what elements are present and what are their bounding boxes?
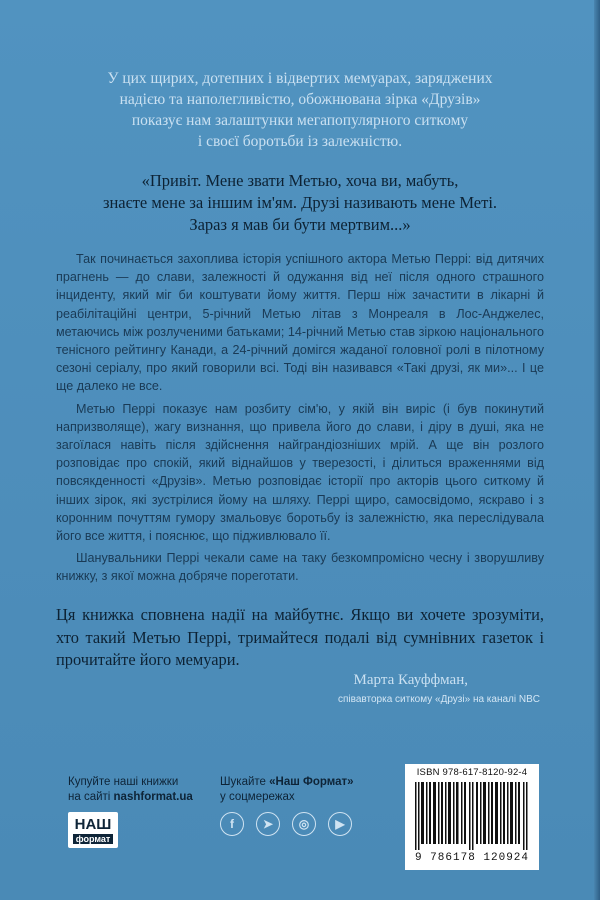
intro-line: і своєї боротьби із залежністю.: [197, 133, 403, 150]
intro-line: У цих щирих, дотепних і відвертих мемуарах, заряджених: [107, 70, 493, 87]
buy-prefix: на сайті: [68, 791, 114, 803]
testimonial-author-role: співавторка ситкому «Друзі» на каналі NBC: [338, 694, 540, 705]
intro-line: показує нам залаштунки мегапопулярного ситкому: [131, 112, 469, 129]
testimonial-author: Марта Кауффман,: [353, 672, 468, 688]
logo-top: НАШ: [74, 815, 112, 833]
quote-line: знаєте мене за іншим ім'ям. Друзі називають мене Меті.: [102, 193, 498, 212]
youtube-icon[interactable]: ▶: [328, 812, 352, 836]
isbn-number: ISBN 978-617-8120-92-4: [416, 767, 528, 778]
social-icons: [220, 812, 352, 836]
ean-number: 9 786178 120924: [414, 852, 530, 864]
instagram-icon[interactable]: ◎: [292, 812, 316, 836]
intro-text: [62, 68, 538, 152]
spine-edge: [594, 0, 600, 900]
buy-line: Купуйте наші книжки: [68, 776, 179, 788]
social-prefix: Шукайте: [220, 776, 270, 788]
facebook-icon[interactable]: f: [220, 812, 244, 836]
social-line: у соцмережах: [220, 791, 295, 803]
description-paragraph: Шанувальники Перрі чекали саме на таку безкомпромісно чесну і зворушливу книжку, з якої можна добряче пореготати.: [56, 551, 544, 584]
publisher-brand: «Наш Формат»: [269, 776, 354, 788]
social-line: [220, 775, 354, 790]
logo-bottom: формат: [73, 834, 114, 844]
description-paragraph: Метью Перрі показує нам розбиту сім'ю, у якій він виріс (і був покинутий напризволяще), жагу визнання, що привела його до слави, і діру в душі, яка не загоїлася навіть після здійснення найграндіозніших мрій. А ще він розлого розповідає про спокій, який віднайшов у тверезості, і ділиться враженнями від повсякденності «Друзів». Метью розповідає історії про акторів цього ситкому й інших зірок, які зустрілися йому на шляху. Перрі щиро, самосвідомо, яскраво і з коронним почуттям гумору змальовує боротьбу із залежністю, яка переслідувала його все життя, і пояснює, що підживлювало її.: [56, 401, 544, 544]
testimonial-quote: Ця книжка сповнена надії на майбутнє. Якщо ви хочете зрозуміти, хто такий Метью Перрі, тримайтеся подалі від сумнівних газеток і прочитайте його мемуари.: [56, 605, 544, 669]
site-link[interactable]: nashformat.ua: [113, 791, 193, 803]
telegram-icon[interactable]: ➤: [256, 812, 280, 836]
quote-line: Зараз я мав би бути мертвим...»: [189, 215, 411, 234]
intro-line: надією та наполегливістю, обожнювана зірка «Друзів»: [119, 91, 481, 108]
social-info: [220, 775, 354, 805]
buy-line-site: [68, 790, 193, 805]
buy-books-info: [68, 775, 193, 805]
barcode: [405, 764, 539, 870]
opening-quote: [78, 170, 522, 236]
description-body: [56, 250, 544, 590]
quote-line: «Привіт. Мене звати Метью, хоча ви, мабуть,: [141, 171, 459, 190]
description-paragraph: Так починається захоплива історія успішного актора Метью Перрі: від дитячих прагнень — до слави, залежності й одужання від неї після одного страшного інциденту, який міг би коштувати йому життя. Перш ніж зачастити в лікарні й реабілітаційні центри, 5-річний Метью літав з Монреаля в Лос-Анджелес, метаючись між розлученими батьками; 14-річний Метью став зіркою національного тенісного рейтингу Канади, а 24-річний домігся жаданої головної ролі в пілотному сезоні серіалу, про який говорили всі. Тоді він називався «Такі друзі, як ми»... І це ще далеко не все.: [56, 252, 544, 394]
barcode-bars: [413, 782, 531, 850]
publisher-logo: [68, 812, 118, 848]
